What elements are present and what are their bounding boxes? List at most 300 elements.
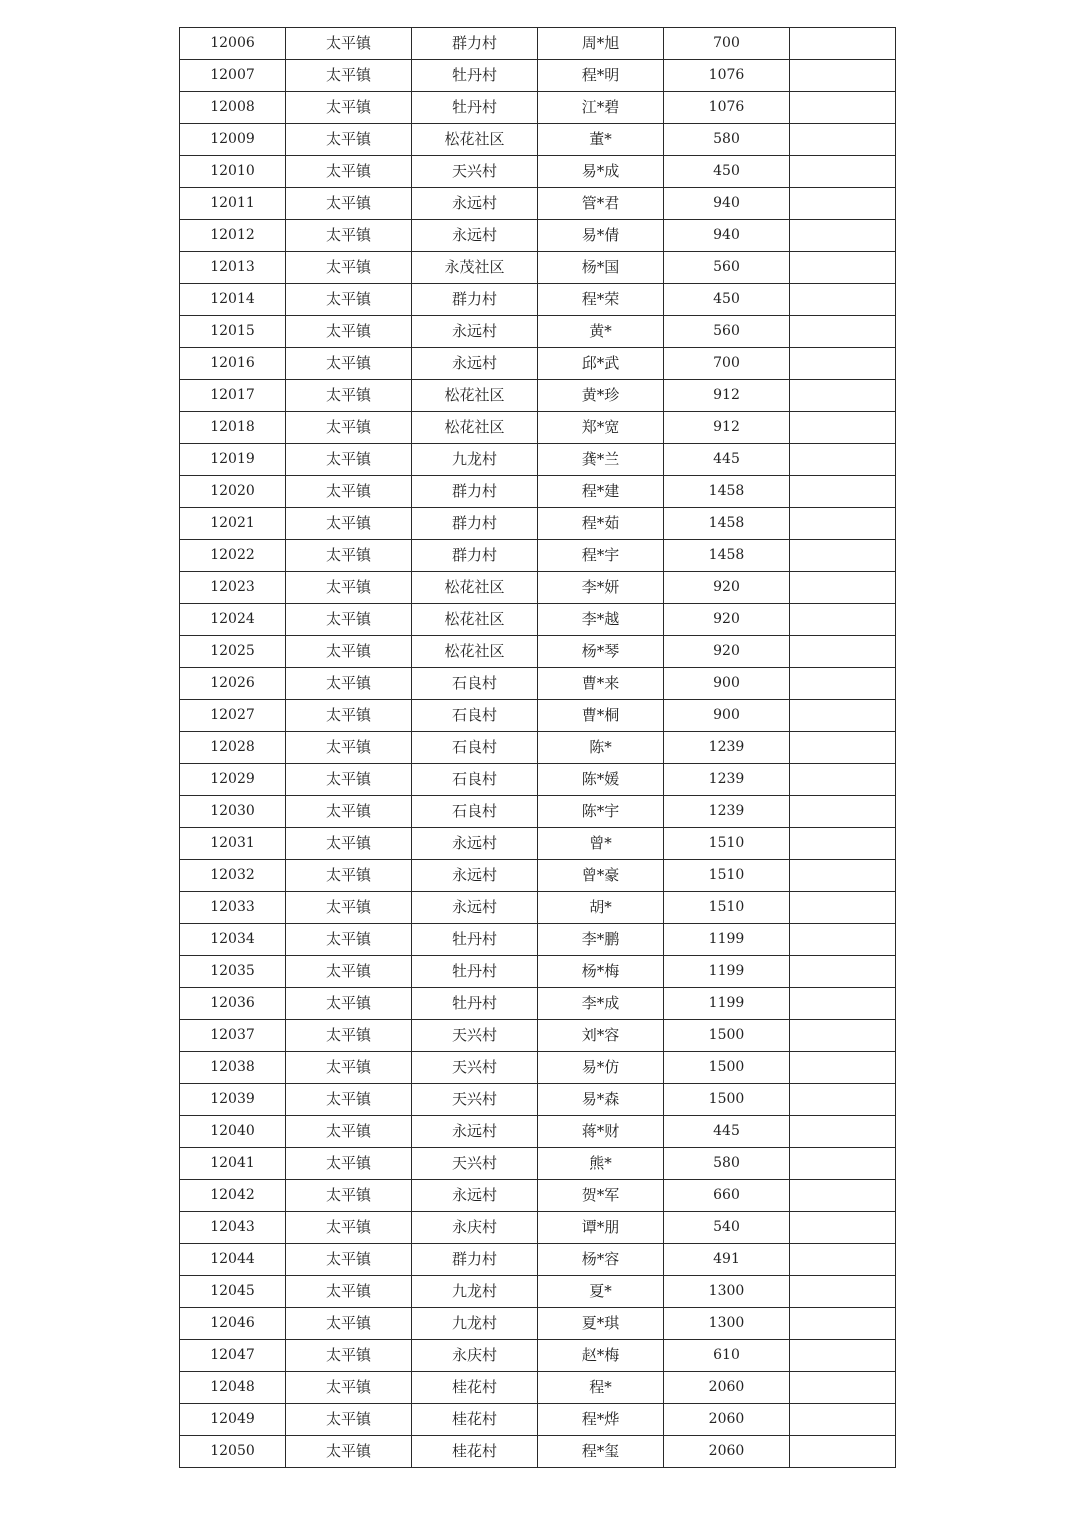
cell-town: 太平镇 — [286, 636, 412, 668]
cell-village: 永远村 — [412, 1180, 538, 1212]
cell-name: 李*成 — [538, 988, 664, 1020]
table-row — [180, 220, 896, 252]
cell-remark — [790, 508, 896, 540]
table-row — [180, 1116, 896, 1148]
table-row — [180, 1212, 896, 1244]
cell-village: 牡丹村 — [412, 60, 538, 92]
table-row — [180, 572, 896, 604]
cell-serial-number: 12039 — [180, 1084, 286, 1116]
cell-village: 石良村 — [412, 700, 538, 732]
table-row — [180, 828, 896, 860]
cell-name: 程*明 — [538, 60, 664, 92]
cell-serial-number: 12012 — [180, 220, 286, 252]
table-row — [180, 1276, 896, 1308]
cell-serial-number: 12049 — [180, 1404, 286, 1436]
cell-village: 永远村 — [412, 892, 538, 924]
cell-remark — [790, 604, 896, 636]
table-row — [180, 348, 896, 380]
cell-amount: 2060 — [664, 1436, 790, 1468]
table-body — [180, 28, 896, 1468]
cell-amount: 560 — [664, 316, 790, 348]
cell-remark — [790, 444, 896, 476]
cell-remark — [790, 380, 896, 412]
table-row — [180, 124, 896, 156]
cell-town: 太平镇 — [286, 28, 412, 60]
cell-village: 松花社区 — [412, 572, 538, 604]
cell-name: 程*建 — [538, 476, 664, 508]
cell-serial-number: 12047 — [180, 1340, 286, 1372]
cell-amount: 940 — [664, 188, 790, 220]
cell-remark — [790, 732, 896, 764]
cell-village: 松花社区 — [412, 380, 538, 412]
cell-village: 牡丹村 — [412, 956, 538, 988]
cell-town: 太平镇 — [286, 796, 412, 828]
cell-town: 太平镇 — [286, 508, 412, 540]
cell-amount: 1510 — [664, 860, 790, 892]
cell-village: 群力村 — [412, 508, 538, 540]
cell-serial-number: 12032 — [180, 860, 286, 892]
cell-town: 太平镇 — [286, 284, 412, 316]
cell-name: 杨*容 — [538, 1244, 664, 1276]
cell-name: 李*越 — [538, 604, 664, 636]
cell-name: 谭*朋 — [538, 1212, 664, 1244]
cell-amount: 1500 — [664, 1020, 790, 1052]
cell-town: 太平镇 — [286, 668, 412, 700]
cell-remark — [790, 1436, 896, 1468]
cell-name: 李*鹏 — [538, 924, 664, 956]
cell-remark — [790, 636, 896, 668]
cell-town: 太平镇 — [286, 700, 412, 732]
cell-town: 太平镇 — [286, 956, 412, 988]
cell-town: 太平镇 — [286, 1116, 412, 1148]
cell-amount: 1239 — [664, 732, 790, 764]
cell-amount: 1510 — [664, 892, 790, 924]
cell-remark — [790, 924, 896, 956]
cell-serial-number: 12041 — [180, 1148, 286, 1180]
cell-name: 杨*国 — [538, 252, 664, 284]
table-row — [180, 636, 896, 668]
cell-name: 管*君 — [538, 188, 664, 220]
cell-remark — [790, 348, 896, 380]
cell-amount: 1500 — [664, 1052, 790, 1084]
cell-name: 熊* — [538, 1148, 664, 1180]
cell-village: 天兴村 — [412, 1020, 538, 1052]
table-row — [180, 316, 896, 348]
table-row — [180, 444, 896, 476]
cell-remark — [790, 860, 896, 892]
cell-remark — [790, 220, 896, 252]
cell-remark — [790, 700, 896, 732]
cell-remark — [790, 1244, 896, 1276]
cell-remark — [790, 92, 896, 124]
table-row — [180, 540, 896, 572]
table-row — [180, 1052, 896, 1084]
cell-amount: 445 — [664, 1116, 790, 1148]
cell-town: 太平镇 — [286, 444, 412, 476]
cell-amount: 1239 — [664, 764, 790, 796]
cell-name: 赵*梅 — [538, 1340, 664, 1372]
cell-village: 九龙村 — [412, 444, 538, 476]
table-row — [180, 924, 896, 956]
cell-village: 永远村 — [412, 860, 538, 892]
cell-name: 江*碧 — [538, 92, 664, 124]
cell-village: 永远村 — [412, 316, 538, 348]
cell-amount: 1199 — [664, 924, 790, 956]
cell-town: 太平镇 — [286, 604, 412, 636]
cell-serial-number: 12038 — [180, 1052, 286, 1084]
cell-village: 永庆村 — [412, 1212, 538, 1244]
cell-remark — [790, 540, 896, 572]
cell-town: 太平镇 — [286, 1180, 412, 1212]
cell-name: 易*森 — [538, 1084, 664, 1116]
cell-town: 太平镇 — [286, 60, 412, 92]
cell-village: 九龙村 — [412, 1276, 538, 1308]
cell-remark — [790, 1308, 896, 1340]
cell-name: 周*旭 — [538, 28, 664, 60]
cell-serial-number: 12037 — [180, 1020, 286, 1052]
cell-remark — [790, 1404, 896, 1436]
cell-serial-number: 12043 — [180, 1212, 286, 1244]
table-row — [180, 188, 896, 220]
cell-name: 曹*来 — [538, 668, 664, 700]
cell-remark — [790, 1340, 896, 1372]
table-row — [180, 764, 896, 796]
cell-serial-number: 12016 — [180, 348, 286, 380]
cell-name: 曾* — [538, 828, 664, 860]
cell-town: 太平镇 — [286, 316, 412, 348]
cell-village: 永远村 — [412, 220, 538, 252]
table-row — [180, 668, 896, 700]
cell-serial-number: 12033 — [180, 892, 286, 924]
cell-amount: 450 — [664, 156, 790, 188]
cell-serial-number: 12015 — [180, 316, 286, 348]
cell-village: 松花社区 — [412, 636, 538, 668]
cell-serial-number: 12013 — [180, 252, 286, 284]
cell-name: 夏*琪 — [538, 1308, 664, 1340]
table-row — [180, 1180, 896, 1212]
cell-village: 石良村 — [412, 668, 538, 700]
cell-village: 永远村 — [412, 188, 538, 220]
cell-amount: 1076 — [664, 92, 790, 124]
cell-serial-number: 12008 — [180, 92, 286, 124]
cell-village: 永庆村 — [412, 1340, 538, 1372]
cell-town: 太平镇 — [286, 828, 412, 860]
cell-name: 刘*容 — [538, 1020, 664, 1052]
cell-name: 程*玺 — [538, 1436, 664, 1468]
cell-amount: 1199 — [664, 988, 790, 1020]
table-row — [180, 380, 896, 412]
table-row — [180, 1372, 896, 1404]
cell-village: 松花社区 — [412, 604, 538, 636]
cell-name: 夏* — [538, 1276, 664, 1308]
cell-remark — [790, 796, 896, 828]
cell-town: 太平镇 — [286, 476, 412, 508]
cell-town: 太平镇 — [286, 156, 412, 188]
cell-village: 九龙村 — [412, 1308, 538, 1340]
cell-village: 群力村 — [412, 540, 538, 572]
cell-amount: 900 — [664, 700, 790, 732]
cell-remark — [790, 1148, 896, 1180]
cell-amount: 580 — [664, 124, 790, 156]
cell-remark — [790, 156, 896, 188]
cell-serial-number: 12009 — [180, 124, 286, 156]
cell-village: 石良村 — [412, 732, 538, 764]
cell-amount: 540 — [664, 1212, 790, 1244]
table-row — [180, 284, 896, 316]
cell-amount: 1510 — [664, 828, 790, 860]
table-row — [180, 1084, 896, 1116]
cell-serial-number: 12023 — [180, 572, 286, 604]
data-table — [179, 27, 896, 1468]
cell-village: 石良村 — [412, 764, 538, 796]
cell-serial-number: 12027 — [180, 700, 286, 732]
cell-amount: 580 — [664, 1148, 790, 1180]
cell-remark — [790, 1212, 896, 1244]
cell-remark — [790, 28, 896, 60]
cell-town: 太平镇 — [286, 1308, 412, 1340]
table-row — [180, 1436, 896, 1468]
cell-serial-number: 12019 — [180, 444, 286, 476]
cell-remark — [790, 956, 896, 988]
cell-village: 桂花村 — [412, 1372, 538, 1404]
table-row — [180, 860, 896, 892]
cell-town: 太平镇 — [286, 1148, 412, 1180]
cell-serial-number: 12035 — [180, 956, 286, 988]
cell-name: 董* — [538, 124, 664, 156]
cell-remark — [790, 1052, 896, 1084]
cell-amount: 450 — [664, 284, 790, 316]
table-row — [180, 1308, 896, 1340]
cell-remark — [790, 1020, 896, 1052]
cell-town: 太平镇 — [286, 924, 412, 956]
cell-town: 太平镇 — [286, 252, 412, 284]
cell-remark — [790, 476, 896, 508]
cell-village: 群力村 — [412, 476, 538, 508]
table-row — [180, 156, 896, 188]
cell-amount: 912 — [664, 380, 790, 412]
cell-amount: 560 — [664, 252, 790, 284]
cell-serial-number: 12040 — [180, 1116, 286, 1148]
cell-name: 黄* — [538, 316, 664, 348]
cell-remark — [790, 988, 896, 1020]
cell-name: 程*荣 — [538, 284, 664, 316]
cell-town: 太平镇 — [286, 1244, 412, 1276]
cell-town: 太平镇 — [286, 1212, 412, 1244]
cell-town: 太平镇 — [286, 220, 412, 252]
cell-town: 太平镇 — [286, 1340, 412, 1372]
cell-remark — [790, 1372, 896, 1404]
cell-serial-number: 12014 — [180, 284, 286, 316]
cell-amount: 610 — [664, 1340, 790, 1372]
cell-town: 太平镇 — [286, 732, 412, 764]
cell-amount: 912 — [664, 412, 790, 444]
cell-remark — [790, 188, 896, 220]
table-row — [180, 796, 896, 828]
cell-amount: 700 — [664, 348, 790, 380]
cell-town: 太平镇 — [286, 540, 412, 572]
cell-serial-number: 12050 — [180, 1436, 286, 1468]
table-row — [180, 604, 896, 636]
cell-serial-number: 12025 — [180, 636, 286, 668]
cell-name: 易*倩 — [538, 220, 664, 252]
cell-amount: 920 — [664, 604, 790, 636]
cell-serial-number: 12022 — [180, 540, 286, 572]
cell-village: 永远村 — [412, 828, 538, 860]
cell-village: 群力村 — [412, 1244, 538, 1276]
cell-name: 程*烨 — [538, 1404, 664, 1436]
cell-serial-number: 12044 — [180, 1244, 286, 1276]
cell-name: 蒋*财 — [538, 1116, 664, 1148]
cell-remark — [790, 1276, 896, 1308]
cell-amount: 1300 — [664, 1276, 790, 1308]
cell-name: 易*仿 — [538, 1052, 664, 1084]
cell-village: 天兴村 — [412, 156, 538, 188]
table-row — [180, 92, 896, 124]
cell-town: 太平镇 — [286, 892, 412, 924]
cell-amount: 1458 — [664, 540, 790, 572]
cell-town: 太平镇 — [286, 1436, 412, 1468]
cell-amount: 660 — [664, 1180, 790, 1212]
cell-serial-number: 12011 — [180, 188, 286, 220]
cell-serial-number: 12028 — [180, 732, 286, 764]
table-row — [180, 28, 896, 60]
cell-amount: 2060 — [664, 1404, 790, 1436]
table-row — [180, 476, 896, 508]
cell-remark — [790, 1180, 896, 1212]
cell-village: 石良村 — [412, 796, 538, 828]
cell-remark — [790, 668, 896, 700]
cell-amount: 1458 — [664, 508, 790, 540]
cell-amount: 1458 — [664, 476, 790, 508]
cell-remark — [790, 764, 896, 796]
cell-town: 太平镇 — [286, 764, 412, 796]
cell-town: 太平镇 — [286, 188, 412, 220]
table-row — [180, 1244, 896, 1276]
table-row — [180, 60, 896, 92]
cell-town: 太平镇 — [286, 412, 412, 444]
cell-serial-number: 12036 — [180, 988, 286, 1020]
cell-name: 陈* — [538, 732, 664, 764]
table-row — [180, 1148, 896, 1180]
cell-serial-number: 12017 — [180, 380, 286, 412]
cell-name: 郑*宽 — [538, 412, 664, 444]
cell-name: 陈*媛 — [538, 764, 664, 796]
cell-amount: 491 — [664, 1244, 790, 1276]
cell-serial-number: 12010 — [180, 156, 286, 188]
cell-remark — [790, 1084, 896, 1116]
cell-name: 易*成 — [538, 156, 664, 188]
cell-amount: 920 — [664, 572, 790, 604]
cell-town: 太平镇 — [286, 92, 412, 124]
cell-amount: 700 — [664, 28, 790, 60]
cell-serial-number: 12042 — [180, 1180, 286, 1212]
cell-village: 牡丹村 — [412, 924, 538, 956]
cell-village: 桂花村 — [412, 1404, 538, 1436]
cell-name: 黄*珍 — [538, 380, 664, 412]
cell-remark — [790, 1116, 896, 1148]
cell-name: 胡* — [538, 892, 664, 924]
table-row — [180, 732, 896, 764]
cell-village: 天兴村 — [412, 1084, 538, 1116]
cell-name: 曹*桐 — [538, 700, 664, 732]
cell-remark — [790, 284, 896, 316]
cell-amount: 445 — [664, 444, 790, 476]
cell-amount: 1500 — [664, 1084, 790, 1116]
cell-village: 永远村 — [412, 1116, 538, 1148]
cell-town: 太平镇 — [286, 1404, 412, 1436]
cell-serial-number: 12030 — [180, 796, 286, 828]
cell-remark — [790, 828, 896, 860]
data-table-container — [179, 27, 896, 1468]
cell-town: 太平镇 — [286, 1084, 412, 1116]
cell-remark — [790, 412, 896, 444]
cell-serial-number: 12034 — [180, 924, 286, 956]
table-row — [180, 508, 896, 540]
table-row — [180, 1020, 896, 1052]
cell-remark — [790, 60, 896, 92]
cell-amount: 1199 — [664, 956, 790, 988]
cell-village: 牡丹村 — [412, 92, 538, 124]
cell-village: 松花社区 — [412, 412, 538, 444]
cell-name: 杨*梅 — [538, 956, 664, 988]
cell-town: 太平镇 — [286, 380, 412, 412]
cell-village: 牡丹村 — [412, 988, 538, 1020]
cell-town: 太平镇 — [286, 1276, 412, 1308]
cell-name: 程* — [538, 1372, 664, 1404]
cell-remark — [790, 892, 896, 924]
cell-town: 太平镇 — [286, 1372, 412, 1404]
cell-village: 桂花村 — [412, 1436, 538, 1468]
cell-amount: 1300 — [664, 1308, 790, 1340]
table-row — [180, 956, 896, 988]
cell-town: 太平镇 — [286, 124, 412, 156]
cell-name: 邱*武 — [538, 348, 664, 380]
cell-serial-number: 12018 — [180, 412, 286, 444]
cell-town: 太平镇 — [286, 860, 412, 892]
cell-village: 群力村 — [412, 284, 538, 316]
cell-serial-number: 12045 — [180, 1276, 286, 1308]
cell-town: 太平镇 — [286, 572, 412, 604]
cell-town: 太平镇 — [286, 988, 412, 1020]
table-row — [180, 892, 896, 924]
cell-town: 太平镇 — [286, 1052, 412, 1084]
table-row — [180, 412, 896, 444]
cell-village: 天兴村 — [412, 1052, 538, 1084]
cell-remark — [790, 252, 896, 284]
cell-village: 群力村 — [412, 28, 538, 60]
cell-name: 龚*兰 — [538, 444, 664, 476]
cell-amount: 920 — [664, 636, 790, 668]
table-row — [180, 1404, 896, 1436]
cell-amount: 940 — [664, 220, 790, 252]
cell-name: 李*妍 — [538, 572, 664, 604]
cell-name: 曾*豪 — [538, 860, 664, 892]
table-row — [180, 700, 896, 732]
cell-village: 永茂社区 — [412, 252, 538, 284]
cell-name: 陈*宇 — [538, 796, 664, 828]
cell-serial-number: 12024 — [180, 604, 286, 636]
table-row — [180, 1340, 896, 1372]
cell-serial-number: 12026 — [180, 668, 286, 700]
cell-village: 天兴村 — [412, 1148, 538, 1180]
cell-town: 太平镇 — [286, 348, 412, 380]
cell-serial-number: 12020 — [180, 476, 286, 508]
cell-serial-number: 12021 — [180, 508, 286, 540]
cell-name: 杨*琴 — [538, 636, 664, 668]
cell-serial-number: 12007 — [180, 60, 286, 92]
cell-amount: 900 — [664, 668, 790, 700]
cell-remark — [790, 124, 896, 156]
